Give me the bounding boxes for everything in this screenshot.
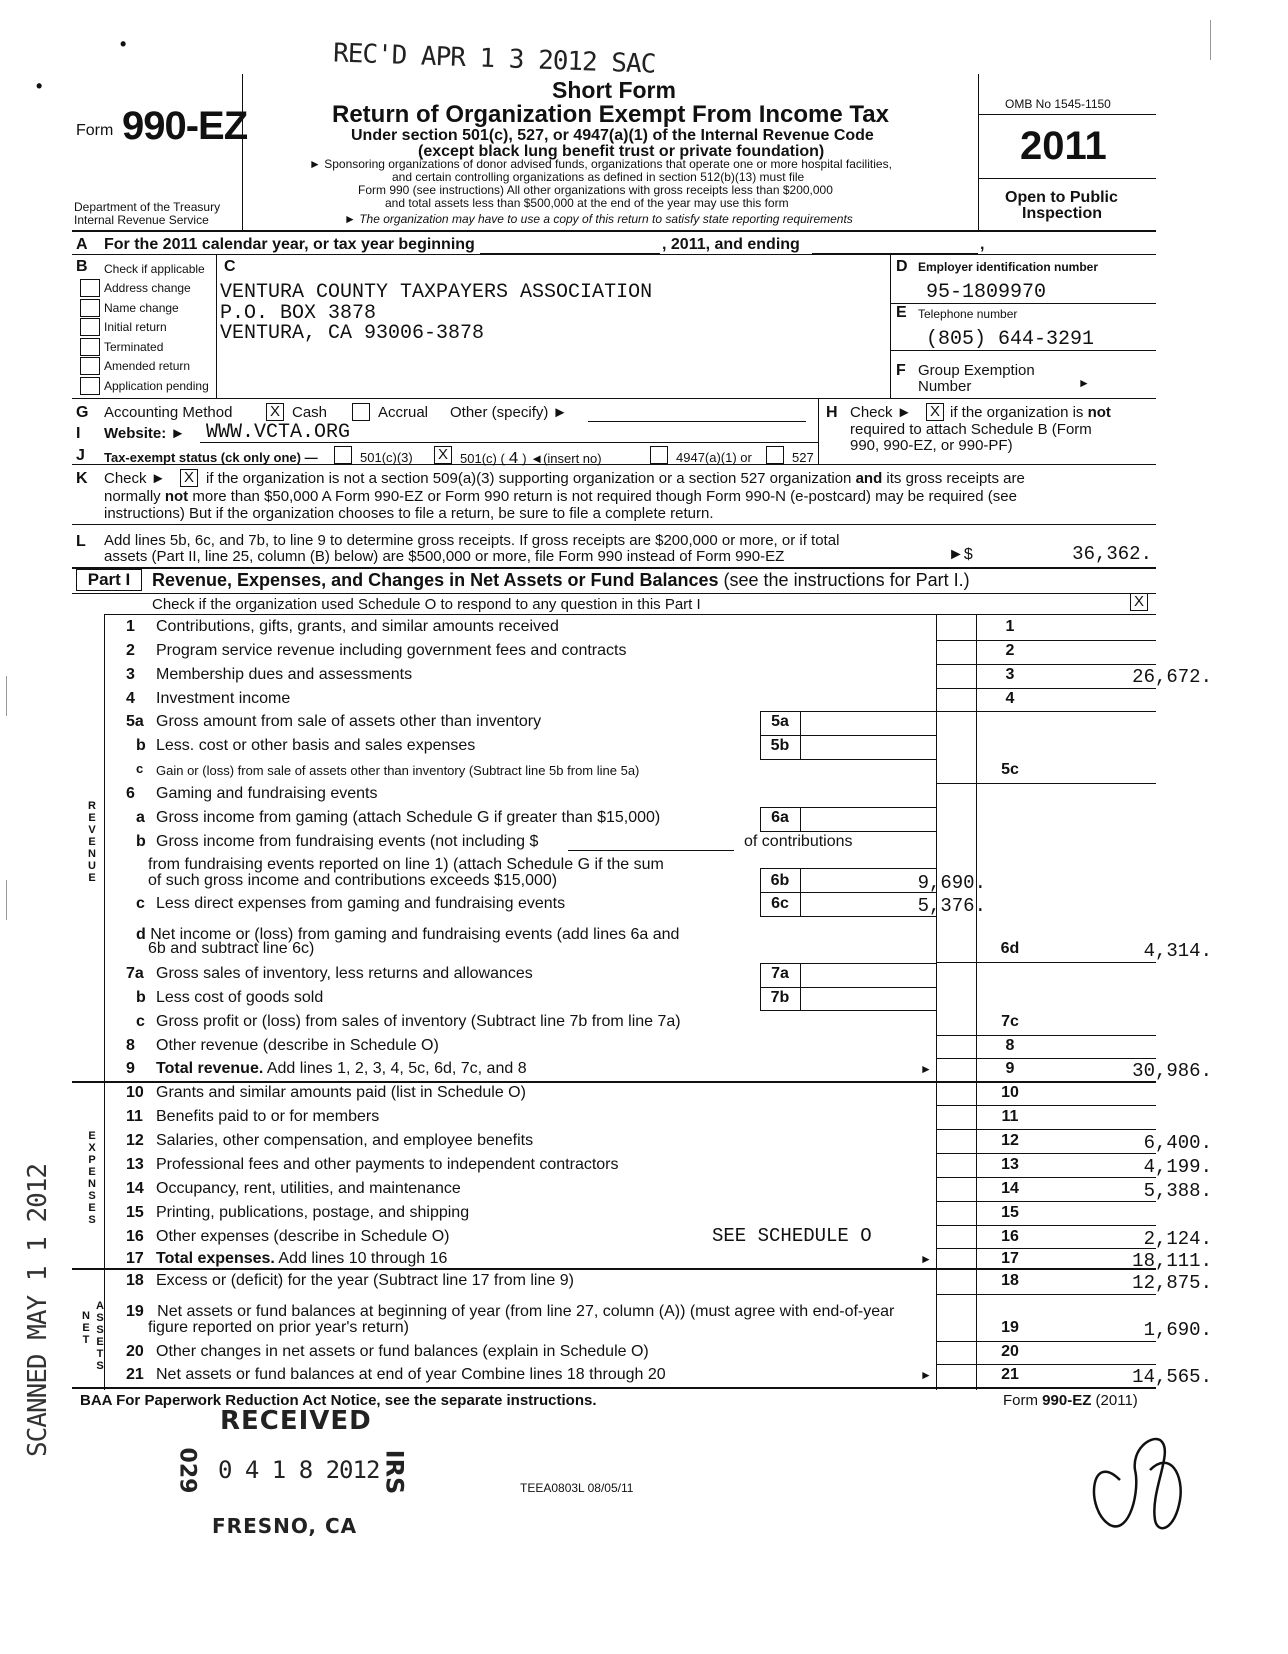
- section-e-letter: E: [896, 304, 907, 321]
- section-a-letter: A: [76, 236, 88, 253]
- line-number: 2: [126, 642, 135, 659]
- form-code: TEEA0803L 08/05/11: [520, 1481, 634, 1495]
- schedule-o-note: SEE SCHEDULE O: [712, 1225, 872, 1247]
- arrow-icon: ►: [920, 1252, 932, 1266]
- received-stamp: RECEIVED: [220, 1406, 372, 1436]
- line-description: Less. cost or other basis and sales expenses: [156, 737, 476, 754]
- stray-mark: •: [120, 34, 127, 54]
- line-number: 1: [126, 618, 135, 635]
- website-value: WWW.VCTA.ORG: [206, 421, 351, 444]
- line-description-2: of contributions: [744, 833, 853, 850]
- line-7c-row: [0, 1013, 1288, 1037]
- line-18-row: [0, 1272, 1288, 1296]
- schedule-b-text-3: 990, 990-EZ, or 990-PF): [850, 437, 1013, 454]
- cash-checkbox[interactable]: X: [266, 403, 284, 421]
- check-if-applicable: Check if applicable: [104, 262, 205, 276]
- line-6b-text-3: from fundraising events reported on line 1) (attach Schedule G if the sum: [148, 856, 664, 873]
- line-3-row: [0, 666, 1288, 690]
- section-b-item-label: Address change: [104, 281, 191, 295]
- section-g-letter: G: [76, 404, 89, 421]
- line-19-text-1: 19 Net assets or fund balances at beginning of year (from line 27, column (A)) (must agree with end-of-year: [126, 1303, 895, 1320]
- arrow-icon: ►: [920, 1368, 932, 1382]
- section-b-item-label: Amended return: [104, 359, 191, 374]
- assets-side-label: A S S E T S: [96, 1300, 104, 1372]
- line-value: 6,400.: [1143, 1132, 1212, 1154]
- line-box: 18: [1001, 1272, 1019, 1289]
- line-box: 13: [1001, 1156, 1019, 1173]
- line-number: 10: [126, 1084, 144, 1101]
- section-b-checkbox[interactable]: [80, 377, 100, 395]
- line-box: 20: [1001, 1343, 1019, 1360]
- arrow-icon: ►: [1078, 376, 1090, 390]
- instructions-5: ► The organization may have to use a copy of this return to satisfy state reporting requirements: [344, 212, 853, 226]
- line-description: of such gross income and contributions exceeds $15,000): [148, 872, 558, 889]
- line-value: 5,376.: [917, 895, 986, 917]
- line-description: Less direct expenses from gaming and fundraising events: [156, 895, 566, 912]
- line-description: Less cost of goods sold: [156, 989, 324, 1006]
- scanned-stamp: SCANNED MAY 1 1 2012: [23, 1163, 53, 1457]
- instructions-4: and total assets less than $500,000 at the end of the year may use this form: [385, 196, 789, 210]
- section-b-checkbox[interactable]: [80, 318, 100, 336]
- line-number: c: [136, 761, 144, 776]
- line-value: 5,388.: [1143, 1180, 1212, 1202]
- line-box: 5a: [771, 713, 789, 730]
- tax-year: 2011: [1020, 124, 1107, 168]
- line-description: Other revenue (describe in Schedule O): [156, 1037, 439, 1054]
- line-value: 2,124.: [1143, 1228, 1212, 1250]
- schedule-o-checkbox[interactable]: X: [1130, 593, 1148, 611]
- l-text-2: assets (Part II, line 25, column (B) below) are $500,000 or more, file Form 990 instead of Form 990-EZ: [104, 548, 785, 565]
- section-b-letter: B: [76, 258, 88, 275]
- line-5a-row: [0, 713, 1288, 737]
- tax-year-ending: , 2011, and ending: [662, 236, 800, 253]
- line-number: c: [136, 895, 145, 912]
- line-6b-row: [0, 872, 1288, 896]
- line-description: Benefits paid to or for members: [156, 1108, 380, 1125]
- line-6c-row: [0, 895, 1288, 919]
- line-number: 3: [126, 666, 135, 683]
- stamp-code: 029: [174, 1447, 200, 1494]
- line-description: Total expenses. Add lines 10 through 16: [156, 1250, 448, 1267]
- line-number: 11: [126, 1108, 143, 1125]
- section-b-checkbox[interactable]: [80, 338, 100, 356]
- section-j-letter: J: [76, 447, 85, 464]
- section-f-letter: F: [896, 362, 906, 379]
- l-dollar: ►$: [948, 546, 973, 563]
- line-box: 11: [1001, 1108, 1019, 1125]
- line-description: Other expenses (describe in Schedule O): [156, 1228, 450, 1245]
- section-h-letter: H: [826, 404, 838, 421]
- k-text-3: instructions) But if the organization chooses to file a return, be sure to file a complete return.: [104, 505, 714, 522]
- line-box: 6d: [1000, 940, 1020, 957]
- phone-label: Telephone number: [918, 307, 1018, 321]
- line-6d-text-1: d Net income or (loss) from gaming and fundraising events (add lines 6a and: [136, 926, 680, 943]
- section-d-letter: D: [896, 258, 908, 275]
- line-number: 12: [126, 1132, 144, 1149]
- line-value: 26,672.: [1132, 666, 1212, 688]
- other-method-field[interactable]: [588, 421, 806, 422]
- line-5b-row: [0, 737, 1288, 761]
- form-subtitle: Under section 501(c), 527, or 4947(a)(1) of the Internal Revenue Code: [351, 127, 874, 144]
- line-number: 18: [126, 1272, 144, 1289]
- tax-year-line: For the 2011 calendar year, or tax year beginning: [104, 236, 475, 253]
- line-number: 16: [126, 1228, 144, 1245]
- line-number: b: [136, 989, 146, 1006]
- signature-mark: [1080, 1430, 1190, 1540]
- line-description: Gain or (loss) from sale of assets other than inventory (Subtract line 5b from line 5a): [156, 763, 640, 778]
- 4947-label: 4947(a)(1) or: [676, 450, 752, 465]
- line-box: 10: [1001, 1084, 1019, 1101]
- line-number: 20: [126, 1343, 144, 1360]
- line-17-row: [0, 1250, 1288, 1274]
- line-19-row: [0, 1319, 1288, 1343]
- line-value: 9,690.: [917, 872, 986, 894]
- section-b-checkbox[interactable]: [80, 299, 100, 317]
- form-footer-ref: Form 990-EZ (2011): [1003, 1392, 1138, 1409]
- section-b-item-label: Initial return: [104, 320, 167, 335]
- line-number: 9: [126, 1060, 135, 1077]
- ein-value: 95-1809970: [926, 281, 1047, 304]
- line-description: Gaming and fundraising events: [156, 785, 378, 802]
- k-check-label: Check ►: [104, 470, 166, 487]
- baa-notice: BAA For Paperwork Reduction Act Notice, see the separate instructions.: [80, 1392, 597, 1409]
- line-6-row: [0, 785, 1288, 809]
- line-box: 15: [1001, 1204, 1019, 1221]
- form-label: Form: [76, 122, 114, 139]
- line-description: figure reported on prior year's return): [148, 1319, 409, 1336]
- line-2-row: [0, 642, 1288, 666]
- line-box: 14: [1001, 1180, 1019, 1197]
- group-exemption-label: Group Exemption: [918, 362, 1035, 379]
- stamp-city: FRESNO, CA: [212, 1514, 358, 1538]
- line-number: 15: [126, 1204, 144, 1221]
- line-box: 12: [1001, 1132, 1019, 1149]
- section-b-item-label: Application pending: [104, 379, 209, 393]
- line-box: 6b: [770, 872, 790, 889]
- org-address: P.O. BOX 3878: [220, 302, 377, 325]
- line-box: 21: [1001, 1366, 1019, 1383]
- line-number: 6: [126, 785, 135, 802]
- omb-number: OMB No 1545-1150: [1005, 97, 1111, 111]
- part-1-label: Part I: [76, 569, 142, 591]
- line-description: Contributions, gifts, grants, and similar amounts received: [156, 618, 559, 635]
- line-description: Occupancy, rent, utilities, and maintenance: [156, 1180, 461, 1197]
- line-description: Printing, publications, postage, and shipping: [156, 1204, 470, 1221]
- line-description: Gross income from fundraising events (not including $: [156, 833, 539, 850]
- form-number: 990-EZ: [122, 104, 248, 148]
- line-box: 4: [1005, 690, 1015, 707]
- 501c3-label: 501(c)(3): [360, 450, 413, 465]
- line-description: Investment income: [156, 690, 291, 707]
- line-7a-row: [0, 965, 1288, 989]
- line-number: 7a: [126, 965, 144, 982]
- line-6b-row-1: [0, 833, 1288, 857]
- line-description: Salaries, other compensation, and employee benefits: [156, 1132, 534, 1149]
- tax-exempt-label: Tax-exempt status (ck only one) —: [104, 450, 318, 465]
- instructions-1: ► Sponsoring organizations of donor advised funds, organizations that operate one or more hospital facilities,: [309, 157, 892, 171]
- line-box: 7c: [1001, 1013, 1019, 1030]
- cash-label: Cash: [292, 404, 328, 421]
- stamp-date: 0 4 1 8 2012: [218, 1456, 380, 1484]
- line-box: 19: [1001, 1319, 1019, 1336]
- section-b-item-label: Name change: [104, 300, 179, 315]
- website-label: Website: ►: [104, 425, 186, 442]
- section-k-letter: K: [76, 470, 88, 487]
- org-city: VENTURA, CA 93006-3878: [220, 322, 485, 345]
- instructions-2: and certain controlling organizations as defined in section 512(b)(13) must file: [392, 170, 805, 184]
- accrual-checkbox[interactable]: [352, 403, 370, 421]
- line-box: 6c: [771, 895, 789, 912]
- line-box: 5b: [770, 737, 790, 754]
- org-name: VENTURA COUNTY TAXPAYERS ASSOCIATION: [220, 281, 653, 304]
- gross-receipts-value: 36,362.: [1072, 543, 1152, 565]
- form-title: Return of Organization Exempt From Income Tax: [332, 101, 889, 128]
- line-box: 16: [1001, 1228, 1019, 1245]
- revenue-side-label: R E V E N U E: [88, 800, 96, 884]
- tax-year-comma: ,: [980, 236, 985, 253]
- schedule-b-checkbox[interactable]: X: [926, 403, 944, 421]
- line-number: a: [136, 809, 145, 826]
- line-number: 17: [126, 1250, 144, 1267]
- line-description: Other changes in net assets or fund balances (explain in Schedule O): [156, 1343, 649, 1360]
- line-description: Gross sales of inventory, less returns and allowances: [156, 965, 533, 982]
- stamp-irs: IRS: [380, 1449, 409, 1495]
- line-box: 2: [1005, 642, 1015, 659]
- other-method-label: Other (specify) ►: [450, 404, 568, 421]
- line-value: 12,875.: [1132, 1272, 1212, 1294]
- 501c-checkbox[interactable]: X: [434, 446, 452, 464]
- stray-mark: •: [36, 76, 43, 96]
- line-description: Net assets or fund balances at end of year Combine lines 18 through 20: [156, 1366, 666, 1383]
- scan-mark: [1210, 20, 1211, 60]
- phone-value: (805) 644-3291: [926, 328, 1095, 351]
- line-description: Gross amount from sale of assets other than inventory: [156, 713, 542, 730]
- line-value: 1,690.: [1143, 1319, 1212, 1341]
- l-text-1: Add lines 5b, 6c, and 7b, to line 9 to determine gross receipts. If gross receipts are $200,000 or more, or if total: [104, 532, 840, 549]
- line-description: Grants and similar amounts paid (list in Schedule O): [156, 1084, 526, 1101]
- schedule-b-text-2: required to attach Schedule B (Form: [850, 421, 1092, 438]
- form-subtitle-2: (except black lung benefit trust or private foundation): [418, 143, 825, 160]
- line-description: Total revenue. Add lines 1, 2, 3, 4, 5c, 6d, 7c, and 8: [156, 1060, 527, 1077]
- line-value: 18,111.: [1132, 1250, 1212, 1272]
- line-value: 14,565.: [1132, 1366, 1212, 1388]
- line-number: 21: [126, 1366, 144, 1383]
- irs-line: Internal Revenue Service: [74, 213, 209, 227]
- line-box: 7a: [771, 965, 789, 982]
- line-box: 7b: [770, 989, 790, 1006]
- line-box: 1: [1005, 618, 1015, 635]
- line-box: 5c: [1001, 761, 1019, 778]
- line-number: b: [136, 833, 146, 850]
- line-1-row: [0, 618, 1288, 642]
- line-number: 14: [126, 1180, 144, 1197]
- section-c-letter: C: [224, 258, 236, 275]
- line-6d-row: [0, 940, 1288, 964]
- accrual-label: Accrual: [378, 404, 429, 421]
- line-description: Gross profit or (loss) from sales of inventory (Subtract line 7b from line 7a): [156, 1013, 681, 1030]
- 527-checkbox[interactable]: [766, 446, 784, 464]
- schedule-b-text: if the organization is not: [950, 404, 1111, 421]
- section-b-checkbox[interactable]: [80, 279, 100, 297]
- dept-treasury: Department of the Treasury: [74, 200, 221, 214]
- accounting-method-label: Accounting Method: [104, 404, 233, 421]
- line-number: 5a: [126, 713, 144, 730]
- line-description: Professional fees and other payments to independent contractors: [156, 1156, 619, 1173]
- line-value: 4,199.: [1143, 1156, 1212, 1178]
- arrow-icon: ►: [920, 1062, 932, 1076]
- line-number: 8: [126, 1037, 135, 1054]
- section-b-checkbox[interactable]: [80, 357, 100, 375]
- line-box: 3: [1005, 666, 1015, 683]
- line-value: 4,314.: [1143, 940, 1212, 962]
- 4947-checkbox[interactable]: [650, 446, 668, 464]
- k-checkbox[interactable]: X: [180, 469, 198, 487]
- line-value: 30,986.: [1132, 1060, 1212, 1082]
- line-6a-row: [0, 809, 1288, 833]
- line-box: 6a: [771, 809, 789, 826]
- k-text-2: normally not more than $50,000 A Form 990-EZ or Form 990 return is not required though Form 990-N (e-postcard) may be required (see: [104, 488, 1017, 505]
- received-stamp-top: REC'D APR 1 3 2012 SAC: [332, 38, 656, 80]
- schedule-o-check-line: Check if the organization used Schedule O to respond to any question in this Part I: [152, 596, 701, 613]
- line-number: b: [136, 737, 146, 754]
- line-box: 8: [1005, 1037, 1015, 1054]
- line-description: Excess or (deficit) for the year (Subtract line 17 from line 9): [156, 1272, 574, 1289]
- net-side-label: N E T: [82, 1310, 90, 1346]
- line-5c-row: [0, 761, 1288, 785]
- line-number: 4: [126, 690, 135, 707]
- line-box: 17: [1001, 1250, 1019, 1267]
- schedule-b-check-label: Check ►: [850, 404, 912, 421]
- k-text-1: if the organization is not a section 509(a)(3) supporting organization or a section 527 organization and its gross receipts are: [206, 470, 1025, 487]
- section-b-item-label: Terminated: [104, 339, 164, 354]
- line-description: Program service revenue including government fees and contracts: [156, 642, 627, 659]
- section-l-letter: L: [76, 533, 86, 550]
- section-i-letter: I: [76, 425, 81, 442]
- line-description: 6b and subtract line 6c): [148, 940, 315, 957]
- instructions-3: Form 990 (see instructions) All other organizations with gross receipts less than $200,000: [358, 183, 833, 197]
- line-box: 9: [1005, 1060, 1015, 1077]
- line-number: 13: [126, 1156, 144, 1173]
- expenses-side-label: E X P E N S E S: [88, 1130, 96, 1226]
- ein-label: Employer identification number: [918, 260, 1099, 274]
- part-1-title: Revenue, Expenses, and Changes in Net Assets or Fund Balances (see the instructions for Part I.): [152, 570, 970, 590]
- 501c-label: 501(c) ( 4 ) ◄(insert no): [460, 450, 602, 469]
- scan-mark: [6, 880, 7, 920]
- line-description: Gross income from gaming (attach Schedule G if greater than $15,000): [156, 809, 661, 826]
- 527-label: 527: [792, 450, 814, 465]
- open-to-public: Open to Public: [1005, 189, 1118, 206]
- scan-mark: [6, 676, 7, 716]
- line-7b-row: [0, 989, 1288, 1013]
- line-number: c: [136, 1013, 145, 1030]
- inspection: Inspection: [1022, 205, 1103, 222]
- line-description: Membership dues and assessments: [156, 666, 413, 683]
- short-form-label: Short Form: [552, 77, 676, 103]
- group-exemption-number: Number: [918, 378, 972, 395]
- 501c3-checkbox[interactable]: [334, 446, 352, 464]
